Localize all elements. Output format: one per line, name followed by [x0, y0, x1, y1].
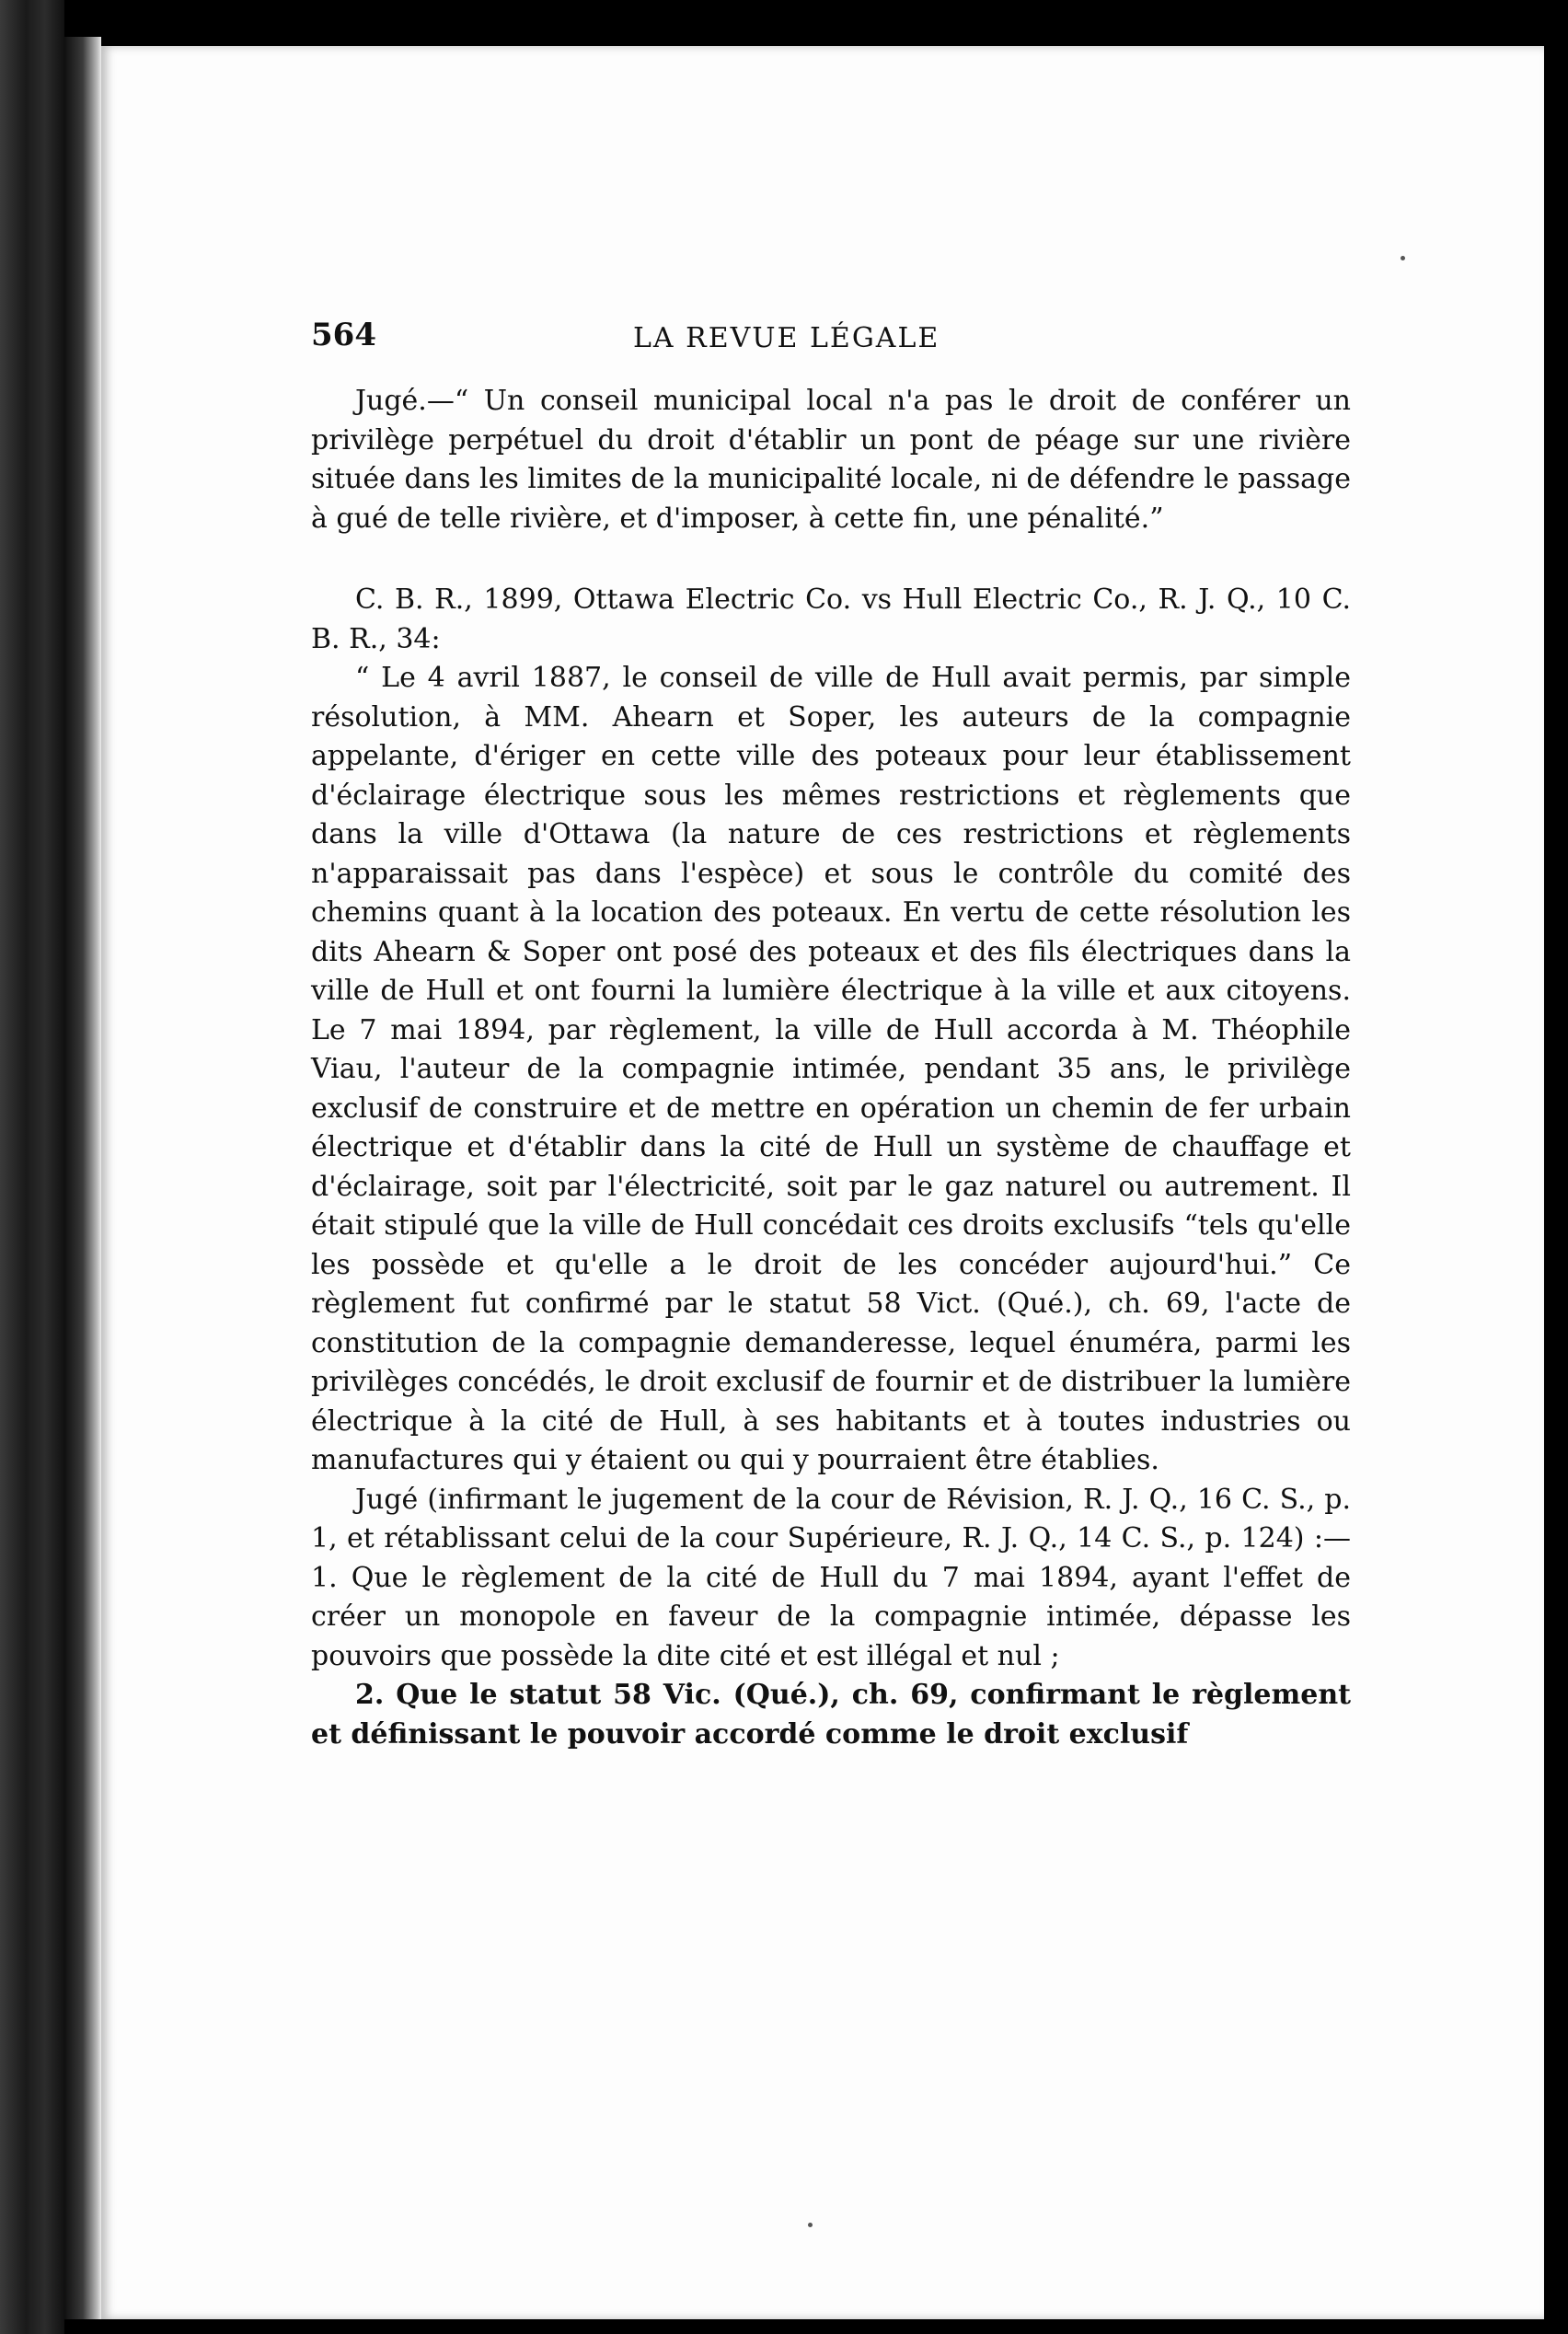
- page-gutter: [64, 37, 101, 2319]
- page-number: 564: [311, 317, 376, 353]
- running-head: [311, 308, 1351, 364]
- running-title: LA REVUE LÉGALE: [633, 322, 940, 354]
- paragraph-gap: [311, 538, 1351, 581]
- speck-mark: [808, 2223, 813, 2227]
- paragraph-juge-pont: Jugé.—“ Un conseil municipal local n'a pas le droit de conférer un privilège perpétuel du droit d'établir un pont de péage sur une rivière située dans les limites de la municipalité locale, ni de défendre le passage à gué de telle rivière, et d'imposer, à cette fin, une pénalité.”: [311, 385, 1351, 535]
- paragraph-facts: “ Le 4 avril 1887, le conseil de ville de Hull avait permis, par simple résolution, à MM. Ahearn et Soper, les auteurs de la compagnie appelante, d'ériger en cette ville des poteaux pour leur établissement d'éclairage électrique sous les mêmes restrictions et règlements que dans la ville d'Ottawa (la nature de ces restrictions et règlements n'apparaissait pas dans l'espèce) et sous le contrôle du comité des chemins quant à la location des poteaux. En vertu de cette résolution les dits Ahearn & Soper ont posé des poteaux et des fils électriques dans la ville de Hull et ont fourni la lumière électrique à la ville et aux citoyens. Le 7 mai 1894, par règlement, la ville de Hull accorda à M. Théophile Viau, l'auteur de la compagnie intimée, pendant 35 ans, le privilège exclusif de construire et de mettre en opération un chemin de fer urbain électrique et d'établir dans la cité de Hull un système de chauffage et d'éclairage, soit par l'électricité, soit par le gaz naturel ou autrement. Il était stipulé que la ville de Hull concédait ces droits exclusifs “tels qu'elle les possède et qu'elle a le droit de les concéder aujourd'hui.” Ce règlement fut confirmé par le statut 58 Vict. (Qué.), ch. 69, l'acte de constitution de la compagnie demanderesse, lequel énuméra, parmi les privilèges concédés, le droit exclusif de fournir et de distribuer la lumière électrique à la cité de Hull, à ses habitants et à toutes industries ou manufactures qui y étaient ou qui y pourraient être établies.: [311, 662, 1351, 1476]
- paragraph-citation: C. B. R., 1899, Ottawa Electric Co. vs Hull Electric Co., R. J. Q., 10 C. B. R., 34:: [311, 584, 1351, 655]
- paragraph-point-2: 2. Que le statut 58 Vic. (Qué.), ch. 69, confirmant le règlement et définissant le pouvoir accordé comme le droit exclusif: [311, 1679, 1351, 1750]
- speck-mark: [1401, 256, 1405, 260]
- paragraph-juge-holding: Jugé (infirmant le jugement de la cour de Révision, R. J. Q., 16 C. S., p. 1, et rétablissant celui de la cour Supérieure, R. J. Q., 14 C. S., p. 124) :—1. Que le règlement de la cité de Hull du 7 mai 1894, ayant l'effet de créer un monopole en faveur de la compagnie intimée, dépasse les pouvoirs que possède la dite cité et est illégal et nul ;: [311, 1483, 1351, 1672]
- page-text: [311, 308, 1351, 1754]
- book-spine-shadow: [0, 0, 64, 2334]
